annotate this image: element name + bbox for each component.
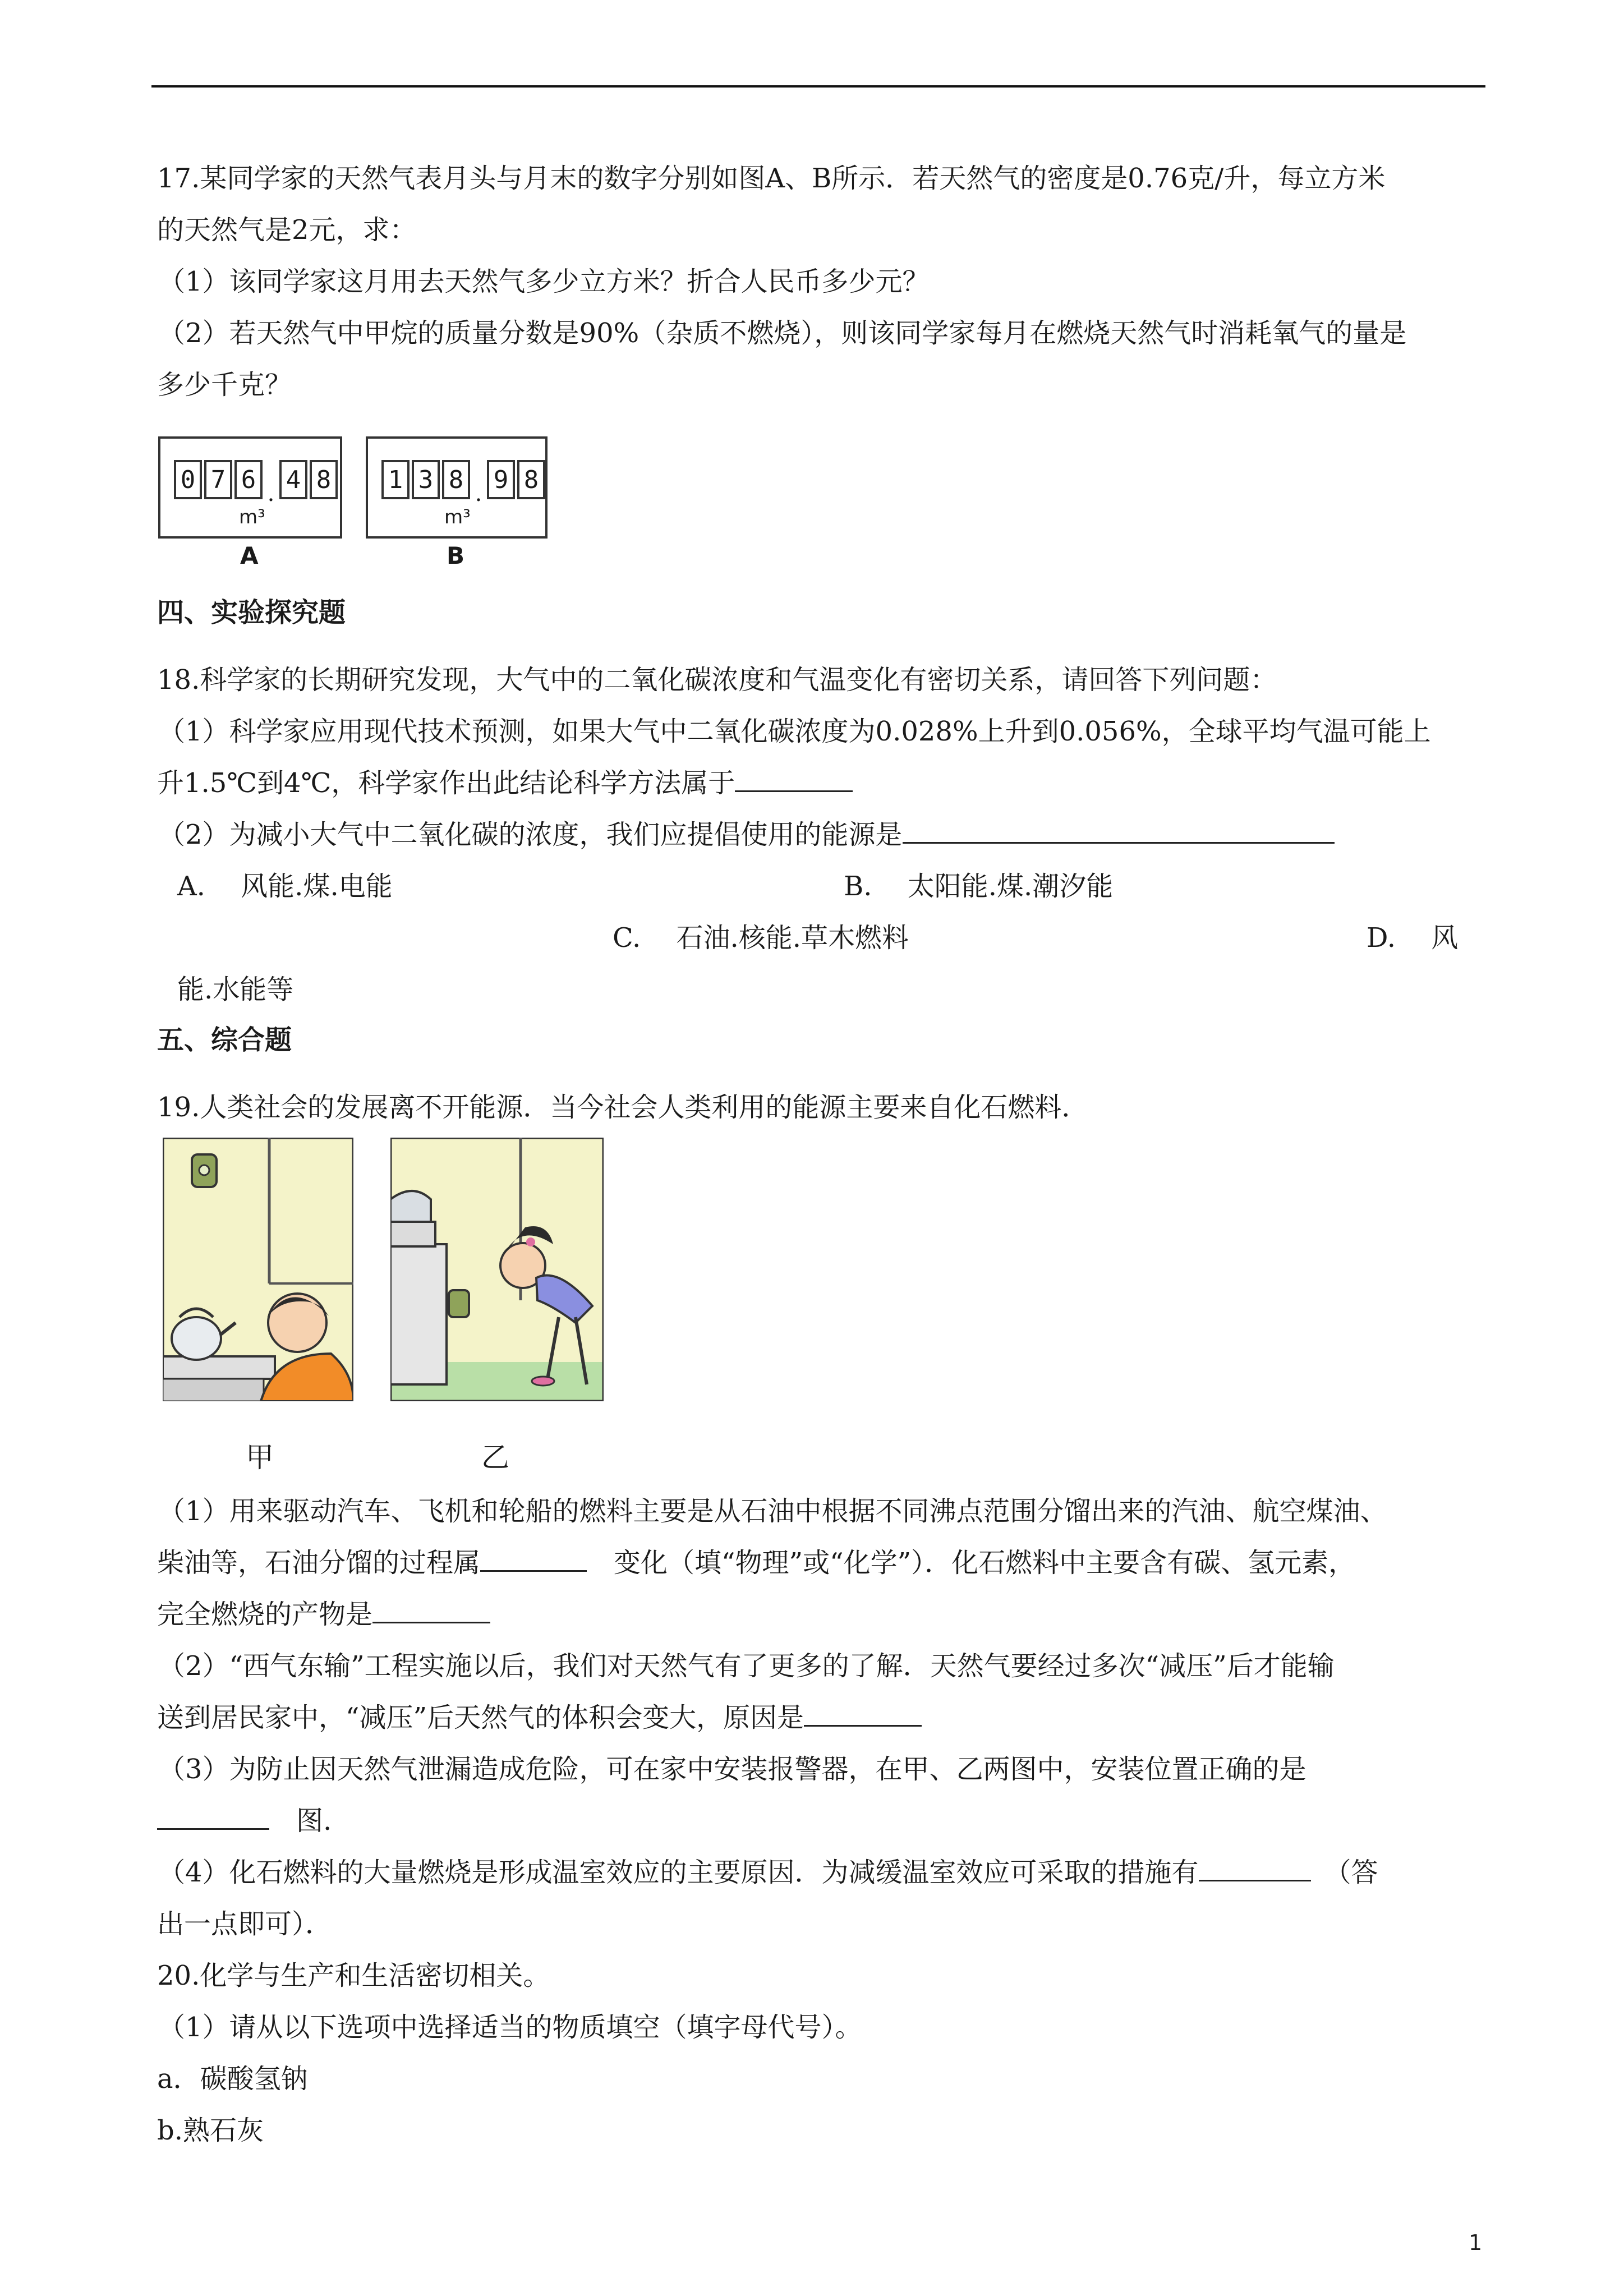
answer-blank[interactable]	[903, 817, 1335, 844]
decimal-point: .	[475, 481, 482, 507]
q18-part1a: （1）科学家应用现代技术预测，如果大气中二氧化碳浓度为0.028%上升到0.056%，全球平均气温可能上	[158, 716, 1431, 747]
answer-blank[interactable]	[480, 1545, 587, 1572]
q19-part1a: （1）用来驱动汽车、飞机和轮船的燃料主要是从石油中根据不同沸点范围分馏出来的汽油、航空煤油、	[158, 1496, 1387, 1527]
q18-option-b[interactable]: B. 太阳能.煤.潮汐能	[844, 871, 1114, 902]
q18-line1: 18.科学家的长期研究发现，大气中的二氧化碳浓度和气温变化有密切关系，请回答下列问题：	[157, 664, 1277, 696]
q19-part2a: （2）“西气东输”工程实施以后，我们对天然气有了更多的了解．天然气要经过多次“减压”后才能输	[158, 1650, 1335, 1682]
meter-digit: 4	[279, 460, 307, 499]
q20-option-a: a．碳酸氢钠	[157, 2063, 308, 2095]
q19-part4a	[158, 1855, 1378, 1890]
section-heading-experiment: 四、实验探究题	[157, 597, 346, 628]
q19-part3a: （3）为防止因天然气泄漏造成危险，可在家中安装报警器，在甲、乙两图中，安装位置正确的是	[158, 1754, 1306, 1785]
q18-part2	[158, 817, 1335, 853]
q17-line2: 的天然气是2元，求：	[157, 214, 417, 246]
q19-part1b	[157, 1545, 1355, 1581]
q19-part4a-text: （4）化石燃料的大量燃烧是形成温室效应的主要原因．为减缓温室效应可采取的措施有	[158, 1857, 1199, 1888]
q18-part2-text: （2）为减小大气中二氧化碳的浓度，我们应提倡使用的能源是	[158, 819, 903, 850]
q17-part2b: 多少千克？	[157, 369, 292, 401]
alarm-icon	[449, 1290, 469, 1317]
q17-line1: 17.某同学家的天然气表月头与月末的数字分别如图A、B所示．若天然气的密度是0.76克/升，每立方米	[157, 163, 1386, 194]
meter-a-unit: m³	[239, 506, 265, 528]
meter-b-digits	[381, 460, 548, 507]
meter-a-digits	[174, 460, 340, 507]
q17-part1: （1）该同学家这月用去天然气多少立方米？折合人民币多少元？	[158, 266, 930, 297]
q19-part1c	[157, 1596, 490, 1632]
meter-digit: 1	[381, 460, 410, 499]
answer-blank[interactable]	[735, 766, 853, 792]
q19-part4b: 出一点即可）．	[157, 1908, 333, 1940]
q18-option-c[interactable]: C. 石油.核能.草木燃料	[613, 922, 909, 954]
picture-yi-label: 乙	[481, 1441, 509, 1474]
meter-digit: 0	[174, 460, 202, 499]
q19-part3b	[157, 1803, 332, 1839]
q17-part2a: （2）若天然气中甲烷的质量分数是90%（杂质不燃烧），则该同学家每月在燃烧天然气时消耗氧气的量是	[158, 318, 1407, 349]
answer-blank[interactable]	[804, 1700, 922, 1727]
meter-b	[366, 436, 548, 539]
q18-option-a[interactable]: A. 风能.煤.电能	[177, 871, 393, 902]
meter-a	[158, 436, 342, 539]
answer-blank[interactable]	[1199, 1855, 1311, 1881]
meter-a-label: A	[240, 542, 259, 569]
meter-digit: 9	[487, 460, 515, 499]
q19-part2b-text: 送到居民家中，“减压”后天然气的体积会变大，原因是	[157, 1702, 804, 1733]
q20-line1: 20.化学与生产和生活密切相关。	[157, 1960, 550, 1991]
q19-part1b-post: 变化（填“物理”或“化学”）．化石燃料中主要含有碳、氢元素，	[587, 1547, 1356, 1579]
header-rule	[151, 85, 1485, 88]
meter-digit: 8	[442, 460, 470, 499]
answer-blank[interactable]	[372, 1597, 490, 1623]
q18-option-d[interactable]: D. 风	[1367, 922, 1459, 954]
q19-line1: 19.人类社会的发展离不开能源．当今社会人类利用的能源主要来自化石燃料．	[157, 1092, 1089, 1123]
meter-digit: 6	[234, 460, 263, 499]
meter-b-unit: m³	[444, 506, 471, 528]
picture-jia	[163, 1138, 353, 1401]
page-number: 1	[1469, 2230, 1483, 2255]
answer-blank[interactable]	[157, 1803, 269, 1830]
q18-part1b-text: 升1.5℃到4℃，科学家作出此结论科学方法属于	[157, 767, 735, 799]
q18-part1b	[157, 765, 853, 801]
q18-option-d-cont: 能.水能等	[177, 974, 294, 1005]
q20-part1: （1）请从以下选项中选择适当的物质填空（填字母代号）。	[158, 2012, 862, 2043]
q19-part4a-post: （答	[1310, 1857, 1378, 1888]
section-heading-comprehensive: 五、综合题	[157, 1024, 292, 1056]
q19-part1b-pre: 柴油等，石油分馏的过程属	[157, 1547, 481, 1579]
q20-option-b: b.熟石灰	[157, 2115, 264, 2146]
q19-part2b	[157, 1700, 922, 1736]
picture-yi	[390, 1138, 604, 1401]
meter-b-label: B	[447, 542, 465, 569]
q19-part1c-text: 完全燃烧的产物是	[157, 1599, 373, 1630]
picture-jia-label: 甲	[246, 1441, 274, 1474]
meter-digit: 7	[204, 460, 232, 499]
meter-digit: 3	[412, 460, 440, 499]
meter-digit: 8	[517, 460, 545, 499]
q19-part3b-text: 图.	[269, 1805, 332, 1837]
decimal-point: .	[267, 481, 275, 507]
meter-digit: 8	[310, 460, 338, 499]
